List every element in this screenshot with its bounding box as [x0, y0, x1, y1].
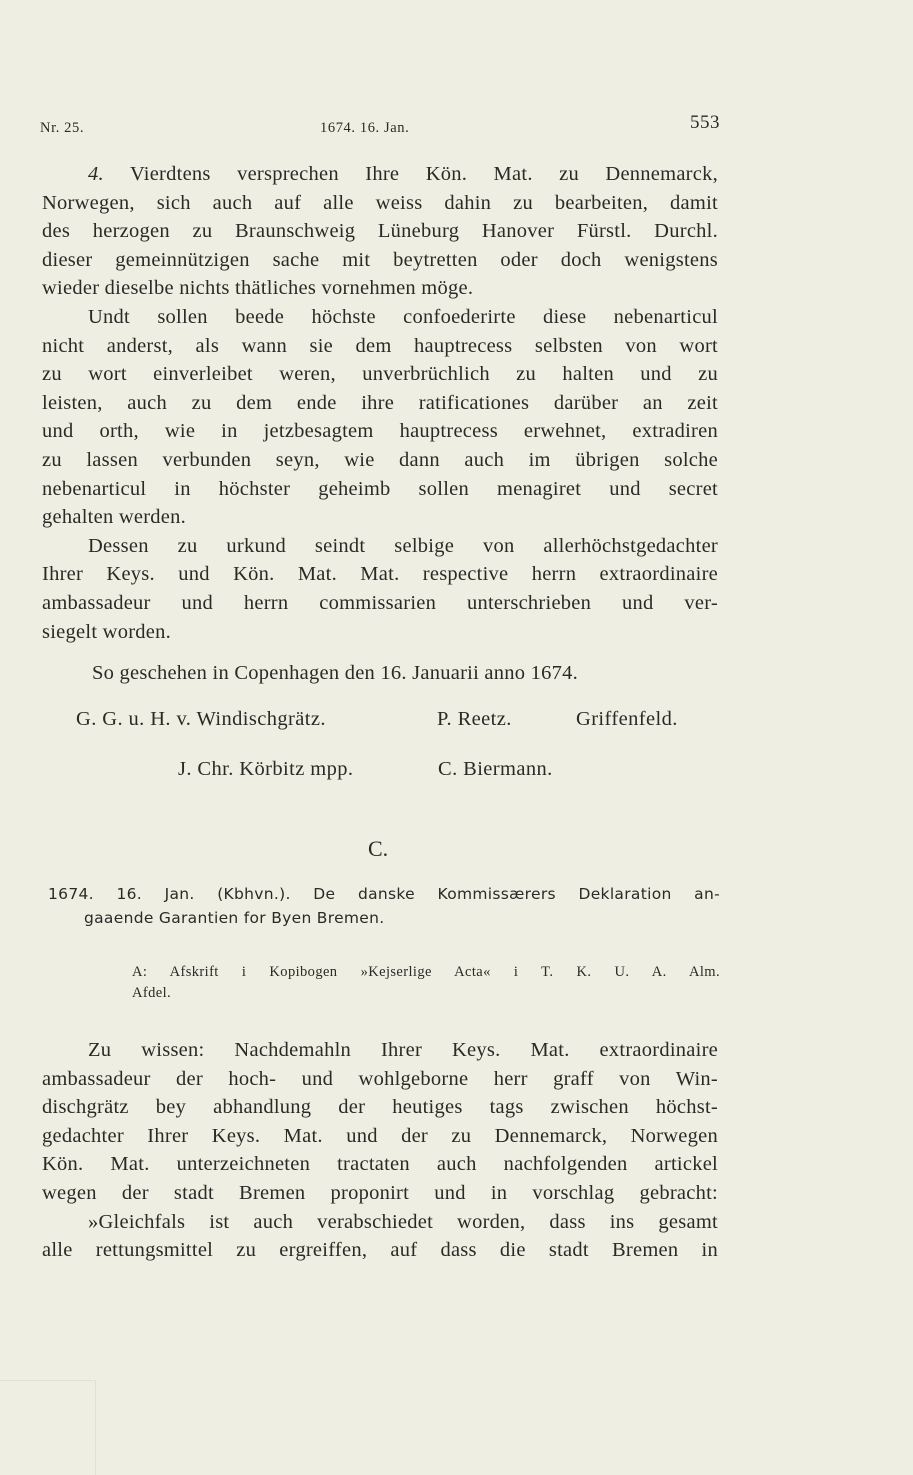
paragraph-4-line: 4. Vierdtens versprechen Ihre Kön. Mat. zu Dennemarck, [88, 163, 718, 185]
main-text-block [42, 160, 718, 646]
signature-biermann: C. Biermann. [438, 758, 553, 780]
paragraph-line: Kön. Mat. unterzeichneten tractaten auch nachfolgenden artickel [42, 1153, 718, 1176]
paragraph-line: wegen der stadt Bremen proponirt und in vorschlag gebracht: [42, 1181, 718, 1204]
paragraph-line: und orth, wie in jetzbesagtem hauptrecess erwehnet, extradiren [42, 420, 718, 443]
source-line: Afdel. [132, 985, 172, 1001]
source-line: A: Afskrift i Kopibogen »Kejserlige Acta« i T. K. U. A. Alm. [132, 964, 720, 980]
paragraph-line: Norwegen, sich auch auf alle weiss dahin zu bearbeiten, damit [42, 191, 718, 214]
scan-edge-mark [0, 1380, 96, 1475]
place-and-date: So geschehen in Copenhagen den 16. Januarii anno 1674. [92, 662, 579, 684]
paragraph-line: ambassadeur der hoch- und wohlgeborne herr graff von Win- [42, 1067, 718, 1090]
source-note [132, 962, 720, 1004]
paragraph-line: nebenarticul in höchster geheimb sollen menagiret und secret [42, 477, 718, 500]
paragraph-line: Dessen zu urkund seindt selbige von allerhöchstgedachter [88, 534, 718, 557]
regest-summary [48, 882, 720, 930]
paragraph-line: alle rettungsmittel zu ergreiffen, auf dass die stadt Bremen in [42, 1239, 718, 1262]
paragraph-line: Undt sollen beede höchste confoederirte diese nebenarticul [88, 305, 718, 328]
signature-reetz: P. Reetz. [437, 708, 512, 730]
paragraph-line: dieser gemeinnützigen sache mit beytretten oder doch wenigstens [42, 248, 718, 271]
signature-koerbitz: J. Chr. Körbitz mpp. [178, 758, 354, 780]
paragraph-number: 4. [88, 163, 104, 185]
paragraph-line: dischgrätz bey abhandlung der heutiges tags zwischen höchst- [42, 1096, 718, 1119]
paragraph-line: leisten, auch zu dem ende ihre ratificationes darüber an zeit [42, 391, 718, 414]
paragraph-line: siegelt worden. [42, 620, 171, 643]
paragraph-line: Zu wissen: Nachdemahln Ihrer Keys. Mat. extraordinaire [88, 1039, 718, 1061]
paragraph-line: gedachter Ihrer Keys. Mat. und der zu Dennemarck, Norwegen [42, 1124, 718, 1147]
section-heading: C. [368, 836, 389, 861]
paragraph-line: gehalten werden. [42, 506, 187, 529]
signature-windischgraetz: G. G. u. H. v. Windischgrätz. [76, 708, 326, 730]
paragraph-line: zu wort einverleibet weren, unverbrüchlich zu halten und zu [42, 363, 718, 386]
page-number: 553 [690, 112, 720, 133]
header-date: 1674. 16. Jan. [320, 120, 410, 136]
paragraph-line: »Gleichfals ist auch verabschiedet worden, dass ins gesamt [88, 1210, 718, 1233]
second-text-block [42, 1036, 718, 1265]
paragraph-line: ambassadeur und herrn commissarien unterschrieben und ver- [42, 591, 718, 614]
paragraph-line: Ihrer Keys. und Kön. Mat. Mat. respective herrn extraordinaire [42, 563, 718, 586]
running-header [40, 112, 720, 142]
regest-line: gaaende Garantien for Byen Bremen. [84, 909, 385, 927]
paragraph-line: zu lassen verbunden seyn, wie dann auch im übrigen solche [42, 448, 718, 471]
paragraph-line: nicht anderst, als wann sie dem hauptrecess selbsten von wort [42, 334, 718, 357]
document-number: Nr. 25. [40, 120, 85, 136]
paragraph-line: wieder dieselbe nichts thätliches vornehmen möge. [42, 277, 474, 300]
paragraph-line: des herzogen zu Braunschweig Lüneburg Hanover Fürstl. Durchl. [42, 220, 718, 243]
regest-line: 1674. 16. Jan. (Kbhvn.). De danske Kommissærers Deklaration an- [48, 885, 720, 903]
signature-griffenfeld: Griffenfeld. [576, 708, 678, 730]
